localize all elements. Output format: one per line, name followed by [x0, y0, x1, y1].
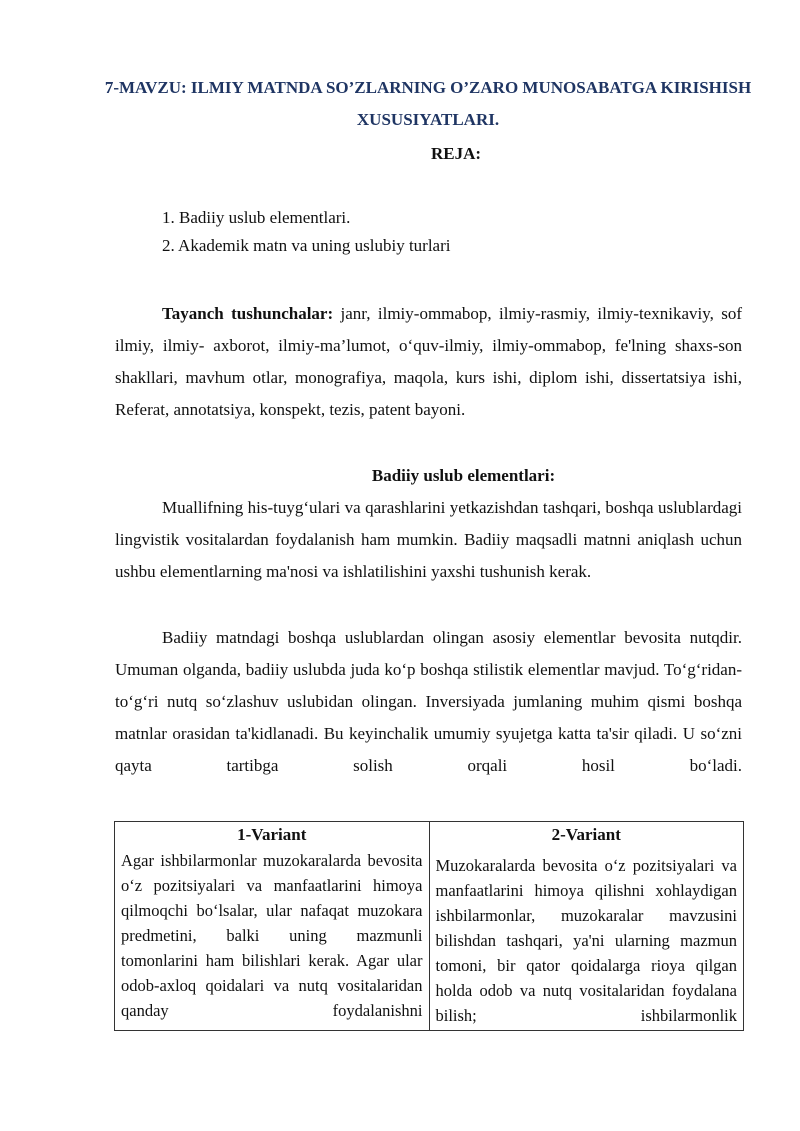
- keywords-label: Tayanch tushunchalar:: [162, 304, 334, 323]
- variant-2-heading: 2-Variant: [551, 825, 621, 844]
- variant-2-text: Muzokaralarda bevosita o‘z pozitsiyalari va manfaatlarini himoya qilishni xohlaydigan ishbilarmonlar, muzokaralar mavzusini bilishdan tashqari, ya'ni ularning mazmun tomoni, bir qator qoidalarga rioya qilgan holda odob va nutq vositalaridan foydalana bilish; ishbilarmonlik: [435, 856, 737, 1025]
- plan-item: 1. Badiiy uslub elementlari.: [162, 208, 351, 227]
- variant-1-cell: [115, 822, 430, 1031]
- section-paragraph-2: Badiiy matndagi boshqa uslublardan olingan asosiy elementlar bevosita nutqdir. Umuman olganda, badiiy uslubda juda ko‘p boshqa stilistik elementlar mavjud. To‘g‘ridan-to‘g‘ri nutq so‘zlashuv uslubidan olingan. Inversiyada jumlaning muhim qismi boshqa matnlar orasidan ta'kidlanadi. Bu keyinchalik umumiy syujetga katta ta'sir qiladi. U so‘zni qayta tartibga solish orqali hosil bo‘ladi.: [115, 628, 742, 775]
- plan-list: [162, 204, 451, 260]
- variants-table: [114, 821, 744, 1031]
- plan-item: 2. Akademik matn va uning uslubiy turlari: [162, 236, 451, 255]
- page-title: 7-MAVZU: ILMIY MATNDA SO’ZLARNING O’ZARO MUNOSABATGA KIRISHISH XUSUSIYATLARI.: [104, 78, 752, 129]
- variant-1-text: Agar ishbilarmonlar muzokaralarda bevosita o‘z pozitsiyalari va manfaatlarini himoya qilmoqchi bo‘lsalar, ular nafaqat muzokara predmetini, balki uning mazmunli tomonlarini ham bilishlari kerak. Agar ular odob-axloq qoidalari va nutq vositalaridan qanday foydalanishni: [121, 851, 423, 1020]
- plan-heading: REJA:: [430, 144, 482, 163]
- keywords-paragraph: [115, 298, 742, 426]
- keywords-text: janr, ilmiy-ommabop, ilmiy-rasmiy, ilmiy-texnikaviy, sof ilmiy, ilmiy- axborot, ilmiy-ma’lumot, o‘quv-ilmiy, ilmiy-ommabop, fe'lning shaxs-son shakllari, mavhum otlar, monografiya, maqola, kurs ishi, diplom ishi, dissertatsiya ishi, Referat, annotatsiya, konspekt, tezis, patent bayoni.: [115, 304, 743, 419]
- variant-2-cell: [429, 822, 744, 1031]
- variant-1-heading: 1-Variant: [237, 825, 307, 844]
- variants-row: [115, 822, 744, 1031]
- section-paragraph-1: Muallifning his-tuyg‘ulari va qarashlarini yetkazishdan tashqari, boshqa uslublardagi lingvistik vositalardan foydalanish ham mumkin. Badiiy maqsadli matnni aniqlash uchun ushbu elementlarning ma'nosi va ishlatilishini yaxshi tushunish kerak.: [115, 498, 742, 581]
- section-heading: Badiiy uslub elementlari:: [371, 466, 556, 485]
